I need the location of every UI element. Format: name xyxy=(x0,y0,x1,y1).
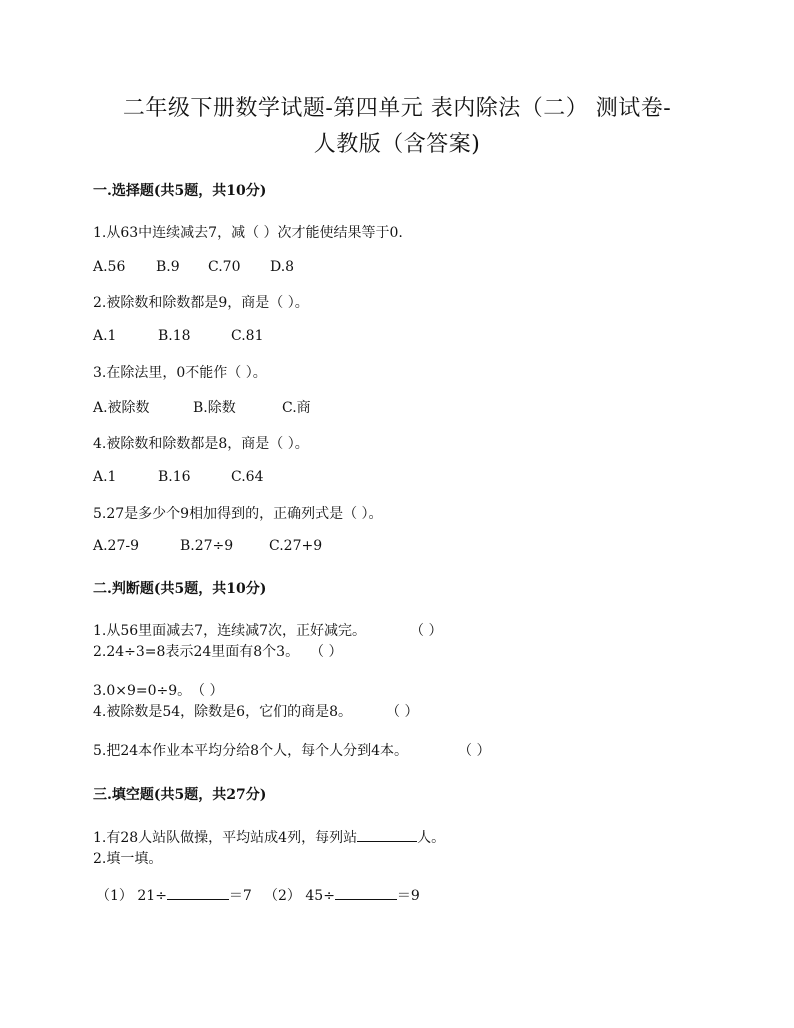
fill-q1-text-before: 1.有28人站队做操，平均站成4列，每列站 xyxy=(93,830,358,846)
section-heading-judge: 二.判断题(共5题，共10分) xyxy=(93,581,267,597)
choice-q1-option-c[interactable]: C.70 xyxy=(208,259,241,275)
judge-q3-answer-box[interactable]: （ ） xyxy=(191,683,224,699)
fill-q1-text-after: 人。 xyxy=(417,830,446,846)
fill-q2a-expression: 21÷ xyxy=(137,888,167,904)
fill-question-1 xyxy=(93,827,445,847)
judge-q5-answer-box[interactable]: （ ） xyxy=(458,743,491,759)
choice-q5-option-a[interactable]: A.27-9 xyxy=(93,538,140,554)
fill-q2b-result: ＝9 xyxy=(396,888,420,904)
choice-q1-option-d[interactable]: D.8 xyxy=(270,259,295,275)
fill-q2a-result: ＝7 xyxy=(228,888,252,904)
choice-question-4: 4.被除数和除数都是8，商是（ ）。 xyxy=(93,436,309,452)
choice-q3-option-a[interactable]: A.被除数 xyxy=(93,400,150,416)
fill-q2a-blank[interactable] xyxy=(167,886,229,900)
choice-question-1: 1.从63中连续减去7，减（ ）次才能使结果等于0. xyxy=(93,225,403,241)
fill-q2a-label: （1） xyxy=(96,888,133,904)
judge-question-3: 3.0×9=0÷9。 xyxy=(93,683,192,699)
choice-q5-option-b[interactable]: B.27÷9 xyxy=(180,538,234,554)
choice-q4-option-c[interactable]: C.64 xyxy=(231,469,264,485)
page-title-line2: 人教版（含答案) xyxy=(313,132,481,157)
choice-q4-option-a[interactable]: A.1 xyxy=(93,469,117,485)
choice-q4-option-b[interactable]: B.16 xyxy=(158,469,191,485)
fill-q2b-expression: 45÷ xyxy=(305,888,335,904)
section-heading-choice: 一.选择题(共5题，共10分) xyxy=(93,183,267,199)
choice-question-3: 3.在除法里，0不能作（ ）。 xyxy=(93,365,267,381)
fill-q2-part-a xyxy=(96,885,252,905)
choice-question-5: 5.27是多少个9相加得到的，正确列式是（ ）。 xyxy=(93,506,383,522)
choice-q5-option-c[interactable]: C.27+9 xyxy=(269,538,323,554)
judge-question-1: 1.从56里面减去7，连续减7次，正好减完。 xyxy=(93,623,366,639)
section-heading-fill: 三.填空题(共5题，共27分) xyxy=(93,787,267,803)
choice-q2-option-c[interactable]: C.81 xyxy=(231,328,264,344)
choice-q2-option-b[interactable]: B.18 xyxy=(158,328,191,344)
choice-question-2: 2.被除数和除数都是9，商是（ ）。 xyxy=(93,295,309,311)
fill-q2-part-b xyxy=(264,885,420,905)
choice-q3-option-b[interactable]: B.除数 xyxy=(193,400,236,416)
fill-question-2: 2.填一填。 xyxy=(93,851,163,867)
choice-q2-option-a[interactable]: A.1 xyxy=(93,328,117,344)
judge-question-5: 5.把24本作业本平均分给8个人，每个人分到4本。 xyxy=(93,743,408,759)
choice-q3-option-c[interactable]: C.商 xyxy=(282,400,311,416)
judge-question-4: 4.被除数是54，除数是6，它们的商是8。 xyxy=(93,704,352,720)
judge-q2-answer-box[interactable]: （ ） xyxy=(310,644,343,660)
judge-q1-answer-box[interactable]: （ ） xyxy=(410,623,443,639)
choice-q1-option-b[interactable]: B.9 xyxy=(156,259,180,275)
judge-question-2: 2.24÷3=8表示24里面有8个3。 xyxy=(93,644,300,660)
fill-q1-blank[interactable] xyxy=(357,828,417,842)
page-title-line1: 二年级下册数学试题-第四单元 表内除法（二） 测试卷- xyxy=(122,96,672,121)
choice-q1-option-a[interactable]: A.56 xyxy=(93,259,126,275)
judge-q4-answer-box[interactable]: （ ） xyxy=(386,704,419,720)
fill-q2b-blank[interactable] xyxy=(335,886,397,900)
fill-q2b-label: （2） xyxy=(264,888,301,904)
